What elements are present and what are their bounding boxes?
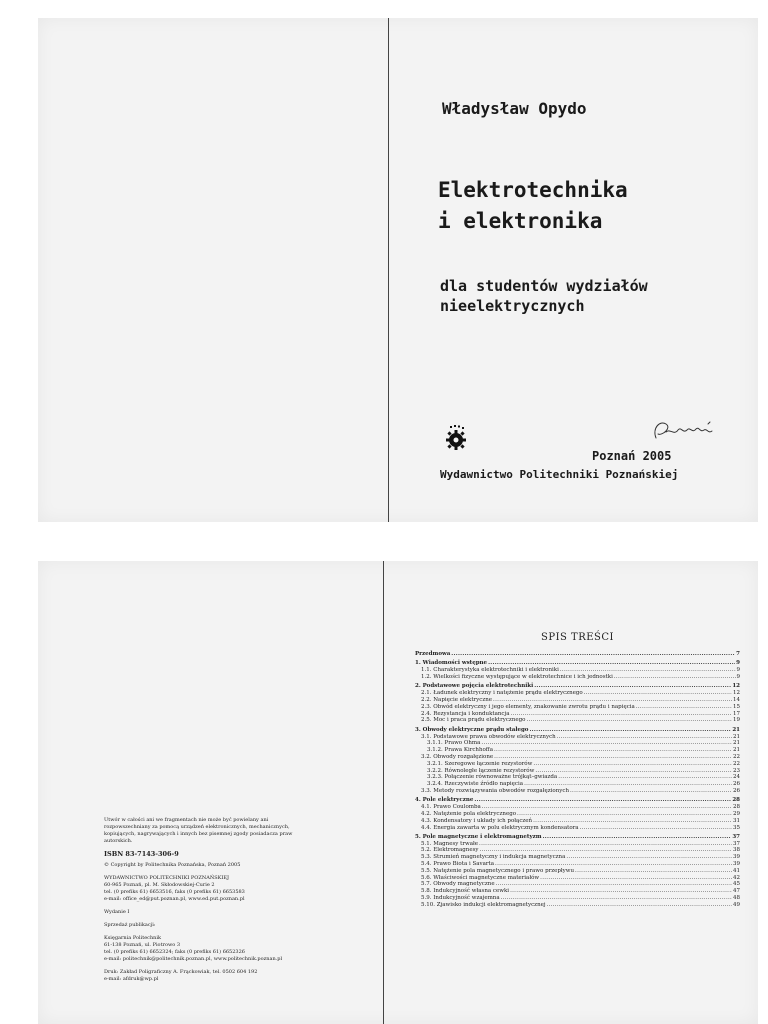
toc-dot-leader bbox=[474, 797, 731, 804]
toc-dot-leader bbox=[543, 834, 732, 841]
toc-dot-leader bbox=[482, 804, 732, 811]
book-title bbox=[438, 175, 628, 237]
toc-entry-page: 22 bbox=[733, 753, 740, 760]
toc-entry-label: 5.2. Elektromagnesy bbox=[421, 847, 479, 854]
toc-entry-page: 24 bbox=[733, 774, 740, 781]
book-subtitle bbox=[440, 276, 648, 316]
toc-entry-label: 4.3. Kondensatory i układy ich połączeń bbox=[421, 817, 533, 824]
toc-entry-label: 3. Obwody elektryczne prądu stałego bbox=[415, 726, 529, 733]
toc-section bbox=[415, 683, 740, 724]
toc-entry-label: 5. Pole magnetyczne i elektromagnetyzm bbox=[415, 833, 542, 840]
toc-dot-leader bbox=[517, 811, 732, 818]
toc-page-scan bbox=[38, 561, 758, 1024]
toc-entry-label: 5.7. Obwody magnetyczne bbox=[421, 881, 495, 888]
toc-entry bbox=[415, 761, 740, 768]
copyright-notice: © Copyright by Politechnika Poznańska, Poznań 2005 bbox=[104, 862, 241, 868]
book-subtitle-line: nieelektrycznych bbox=[440, 297, 585, 315]
toc-chapter-entry bbox=[415, 660, 740, 667]
toc-entry-page: 23 bbox=[733, 767, 740, 774]
toc-entry-page: 9 bbox=[736, 660, 740, 667]
toc-dot-leader bbox=[614, 674, 736, 681]
book-title-line: i elektronika bbox=[438, 209, 603, 233]
publication-place-year: Poznań 2005 bbox=[592, 449, 672, 463]
toc-dot-leader bbox=[488, 660, 735, 667]
toc-entry bbox=[415, 841, 740, 848]
publisher-gear-logo bbox=[442, 424, 470, 452]
toc-entry-page: 48 bbox=[733, 895, 740, 902]
toc-entry-label: 3.1. Podstawowe prawa obwodów elektrycznych bbox=[421, 733, 556, 740]
publisher-name: Wydawnictwo Politechniki Poznańskiej bbox=[440, 468, 679, 481]
toc-entry-label: 5.6. Właściwości magnetyczne materiałów bbox=[421, 874, 540, 881]
toc-entry bbox=[415, 895, 740, 902]
toc-entry bbox=[415, 804, 740, 811]
toc-entry-label: 5.4. Prawo Biota i Savarta bbox=[421, 861, 495, 868]
toc-entry-page: 28 bbox=[733, 804, 740, 811]
toc-entry-page: 41 bbox=[733, 867, 740, 874]
toc-entry-label: 4.4. Energia zawarta w polu elektrycznym kondensatora bbox=[421, 824, 579, 831]
toc-entry bbox=[415, 704, 740, 711]
toc-entry-label: 2.5. Moc i praca prądu elektrycznego bbox=[421, 717, 526, 724]
toc-entry bbox=[415, 734, 740, 741]
publisher-email: e-mail: office_ed@put.poznan.pl, www.ed.put.poznan.pl bbox=[104, 896, 245, 902]
toc-entry-label: 3.3. Metody rozwiązywania obwodów rozgałęzionych bbox=[421, 787, 569, 794]
toc-entry-page: 45 bbox=[733, 881, 740, 888]
toc-entry bbox=[415, 697, 740, 704]
author-name: Władysław Opydo bbox=[442, 99, 587, 118]
toc-body bbox=[415, 651, 740, 909]
toc-entry-page: 35 bbox=[733, 824, 740, 831]
toc-entry-page: 21 bbox=[733, 747, 740, 754]
toc-entry-page: 14 bbox=[733, 696, 740, 703]
toc-entry-label: 5.3. Strumień magnetyczny i indukcja magnetyczna bbox=[421, 854, 566, 861]
toc-entry-label: 2.3. Obwód elektryczny i jego elementy, znakowanie zwrotu prądu i napięcia bbox=[421, 703, 635, 710]
book-subtitle-line: dla studentów wydziałów bbox=[440, 277, 648, 295]
toc-entry-page: 12 bbox=[732, 683, 740, 690]
toc-section bbox=[415, 797, 740, 831]
toc-entry-page: 31 bbox=[733, 817, 740, 824]
shop-info bbox=[104, 935, 294, 963]
toc-entry bbox=[415, 747, 740, 754]
toc-entry-page: 49 bbox=[733, 901, 740, 908]
toc-entry-page: 39 bbox=[733, 854, 740, 861]
toc-entry bbox=[415, 781, 740, 788]
toc-entry-page: 29 bbox=[733, 810, 740, 817]
toc-entry bbox=[415, 875, 740, 882]
toc-entry-label: 1. Wiadomości wstępne bbox=[415, 660, 488, 667]
toc-entry-page: 7 bbox=[736, 651, 740, 657]
toc-entry-page: 21 bbox=[732, 726, 740, 733]
toc-section bbox=[415, 727, 740, 795]
toc-entry-label: 5.10. Zjawisko indukcji elektromagnetycznej bbox=[421, 901, 546, 908]
toc-entry-page: 26 bbox=[733, 787, 740, 794]
handwritten-signature bbox=[650, 416, 720, 446]
book-title-line: Elektrotechnika bbox=[438, 178, 628, 202]
toc-dot-leader bbox=[584, 690, 732, 697]
toc-entry bbox=[415, 674, 740, 681]
toc-entry-label: 2.1. Ładunek elektryczny i natężenie prądu elektrycznego bbox=[421, 690, 583, 697]
printer-email: e-mail: afdruk@wp.pl bbox=[104, 976, 159, 982]
toc-entry-label: 1.2. Wielkości fizyczne występujące w elektrotechnice i ich jednostki bbox=[421, 673, 613, 680]
toc-entry bbox=[415, 667, 740, 674]
toc-entry-label: 5.9. Indukcyjność wzajemna bbox=[421, 895, 500, 902]
toc-entry-page: 21 bbox=[733, 740, 740, 747]
toc-entry-page: 39 bbox=[733, 861, 740, 868]
toc-dot-leader bbox=[494, 747, 732, 754]
toc-dot-leader bbox=[558, 774, 732, 781]
toc-entry bbox=[415, 740, 740, 747]
toc-entry-label: 3.2.2. Równoległe łączenie rezystorów bbox=[427, 767, 535, 774]
toc-dot-leader bbox=[580, 825, 732, 832]
toc-entry-label: 3.1.1. Prawo Ohma bbox=[427, 740, 481, 747]
publisher-address: 60-965 Poznań, pl. M. Skłodowskiej-Curie 2 bbox=[104, 882, 215, 888]
toc-dot-leader bbox=[557, 734, 732, 741]
toc-chapter-entry bbox=[415, 651, 740, 658]
toc-entry bbox=[415, 711, 740, 718]
toc-chapter-entry bbox=[415, 797, 740, 804]
toc-chapter-entry bbox=[415, 727, 740, 734]
toc-entry-page: 38 bbox=[733, 847, 740, 854]
edition: Wydanie I bbox=[104, 909, 130, 915]
toc-entry bbox=[415, 818, 740, 825]
toc-dot-leader bbox=[575, 868, 732, 875]
toc-entry-label: 3.2. Obwody rozgałęzione bbox=[421, 753, 494, 760]
toc-entry-label: 4.1. Prawo Coulomba bbox=[421, 804, 481, 811]
toc-dot-leader bbox=[524, 781, 732, 788]
toc-entry bbox=[415, 754, 740, 761]
book-spine bbox=[388, 18, 389, 522]
toc-dot-leader bbox=[547, 902, 732, 909]
toc-entry-label: 5.5. Natężenie pola magnetycznego i prawo przepływu bbox=[421, 867, 575, 874]
toc-dot-leader bbox=[533, 818, 732, 825]
toc-dot-leader bbox=[560, 667, 736, 674]
toc-entry-label: 4.2. Natężenie pola elektrycznego bbox=[421, 810, 517, 817]
toc-entry-label: 3.1.2. Prawa Kirchhoffa bbox=[427, 747, 493, 754]
toc-dot-leader bbox=[494, 754, 732, 761]
toc-dot-leader bbox=[481, 740, 732, 747]
toc-dot-leader bbox=[535, 768, 732, 775]
toc-section bbox=[415, 660, 740, 680]
printer: Druk: Zakład Poligraficzny A. Frąckowiak, tel. 0502 604 192 bbox=[104, 969, 258, 975]
toc-entry-label: 1.1. Charakterystyka elektrotechniki i elektroniki bbox=[421, 667, 559, 674]
toc-entry bbox=[415, 717, 740, 724]
title-page-scan bbox=[38, 18, 758, 522]
toc-dot-leader bbox=[526, 717, 732, 724]
toc-entry-page: 37 bbox=[733, 840, 740, 847]
toc-dot-leader bbox=[493, 697, 732, 704]
toc-entry-label: 3.2.4. Rzeczywiste źródło napięcia bbox=[427, 781, 524, 788]
toc-section bbox=[415, 834, 740, 909]
toc-dot-leader bbox=[533, 761, 732, 768]
shop-address: 61-138 Poznań, ul. Piotrowo 3 bbox=[104, 942, 181, 948]
toc-dot-leader bbox=[534, 683, 731, 690]
toc-dot-leader bbox=[529, 727, 731, 734]
toc-entry bbox=[415, 788, 740, 795]
sales-info bbox=[104, 922, 294, 929]
toc-entry-page: 9 bbox=[736, 667, 740, 674]
toc-section bbox=[415, 651, 740, 658]
table-of-contents bbox=[415, 631, 740, 911]
publisher-phone: tel. (0 prefiks 61) 6653516, faks (0 prefiks 61) 6653583 bbox=[104, 889, 245, 895]
toc-chapter-entry bbox=[415, 683, 740, 690]
toc-heading: SPIS TREŚCI bbox=[540, 632, 614, 643]
shop-email: e-mail: politechnik@politechnik.poznan.pl, www.politechnik.poznan.pl bbox=[104, 956, 283, 962]
toc-dot-leader bbox=[495, 861, 732, 868]
toc-dot-leader bbox=[501, 895, 732, 902]
toc-entry-page: 47 bbox=[733, 888, 740, 895]
shop-name: Księgarnia Politechnik bbox=[104, 935, 162, 941]
toc-entry-page: 21 bbox=[733, 733, 740, 740]
toc-entry-page: 42 bbox=[733, 874, 740, 881]
printer-info bbox=[104, 969, 294, 983]
toc-entry-page: 9 bbox=[736, 673, 740, 680]
toc-entry bbox=[415, 811, 740, 818]
toc-entry bbox=[415, 854, 740, 861]
toc-dot-leader bbox=[496, 881, 732, 888]
toc-entry-label: 5.1. Magnesy trwałe bbox=[421, 840, 479, 847]
toc-entry bbox=[415, 825, 740, 832]
toc-entry-label: 3.2.3. Połączenie równoważne trójkąt–gwiazda bbox=[427, 774, 558, 781]
toc-entry-label: 2. Podstawowe pojęcia elektrotechniki bbox=[415, 683, 534, 690]
shop-phone: tel. (0 prefiks 61) 6652324; faks (0 prefiks 61) 6652326 bbox=[104, 949, 245, 955]
toc-entry-page: 28 bbox=[732, 797, 740, 804]
toc-entry-label: Przedmowa bbox=[415, 651, 451, 657]
toc-entry-label: 4. Pole elektryczne bbox=[415, 797, 474, 804]
toc-entry-page: 19 bbox=[733, 717, 740, 724]
toc-entry bbox=[415, 868, 740, 875]
rights-notice: Utwór w całości ani we fragmentach nie może być powielany ani rozpowszechniany za pomocą urządzeń elektronicznych, mechanicznych, kopiujących, nagrywających i innych bez pisemnej zgody posiadacza praw autorskich. bbox=[104, 817, 293, 844]
toc-entry-label: 2.4. Rezystancja i konduktancja bbox=[421, 710, 510, 717]
toc-entry-label: 5.8. Indukcyjność własna cewki bbox=[421, 888, 510, 895]
publisher-info bbox=[104, 875, 294, 903]
toc-dot-leader bbox=[479, 841, 732, 848]
toc-dot-leader bbox=[636, 704, 732, 711]
toc-dot-leader bbox=[540, 875, 732, 882]
toc-dot-leader bbox=[511, 711, 733, 718]
isbn: ISBN 83-7143-306-9 bbox=[104, 850, 179, 858]
copyright-block bbox=[104, 817, 294, 989]
toc-dot-leader bbox=[570, 788, 732, 795]
toc-dot-leader bbox=[566, 854, 732, 861]
sales-heading: Sprzedaż publikacji: bbox=[104, 922, 156, 928]
toc-entry-page: 37 bbox=[732, 833, 740, 840]
toc-chapter-entry bbox=[415, 834, 740, 841]
toc-entry bbox=[415, 690, 740, 697]
toc-dot-leader bbox=[510, 888, 732, 895]
publisher-name: WYDAWNICTWO POLITECHNIKI POZNAŃSKIEJ bbox=[104, 875, 230, 881]
toc-entry-label: 2.2. Napięcie elektryczne bbox=[421, 696, 493, 703]
toc-dot-leader bbox=[451, 651, 735, 658]
toc-entry-label: 3.2.1. Szeregowe łączenie rezystorów bbox=[427, 760, 533, 767]
book-spine bbox=[383, 561, 384, 1024]
toc-entry-page: 26 bbox=[733, 781, 740, 788]
toc-entry bbox=[415, 861, 740, 868]
toc-entry-page: 15 bbox=[733, 703, 740, 710]
toc-entry bbox=[415, 902, 740, 909]
toc-entry-page: 12 bbox=[733, 690, 740, 697]
toc-entry-page: 17 bbox=[733, 710, 740, 717]
toc-entry-page: 22 bbox=[733, 760, 740, 767]
